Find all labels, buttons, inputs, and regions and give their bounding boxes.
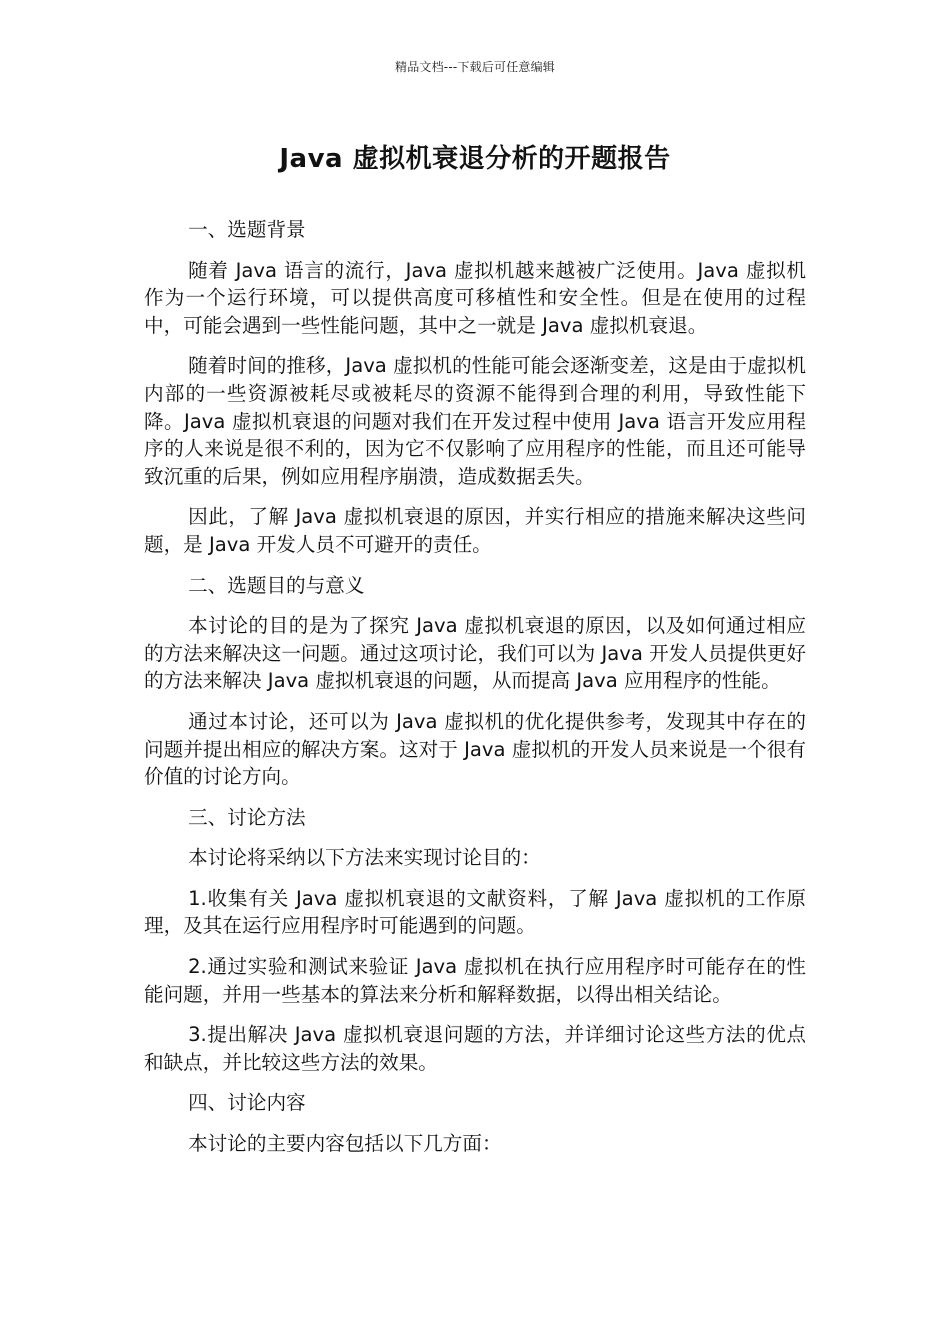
paragraph: 本讨论的目的是为了探究 Java 虚拟机衰退的原因，以及如何通过相应的方法来解决这一问题。通过这项讨论，我们可以为 Java 开发人员提供更好的方法来解决 Java 虚拟机衰退的问题，从而提高 Java 应用程序的性能。 <box>144 614 806 693</box>
paragraph: 本讨论的主要内容包括以下几方面： <box>188 1132 502 1156</box>
list-item: 1.收集有关 Java 虚拟机衰退的文献资料，了解 Java 虚拟机的工作原理，及其在运行应用程序时可能遇到的问题。 <box>144 886 806 938</box>
section-heading-purpose: 二、选题目的与意义 <box>188 573 365 597</box>
document-title: Java 虚拟机衰退分析的开题报告 <box>279 144 671 174</box>
paragraph: 随着时间的推移，Java 虚拟机的性能可能会逐渐变差，这是由于虚拟机内部的一些资源被耗尽或被耗尽的资源不能得到合理的利用，导致性能下降。Java 虚拟机衰退的问题对我们在开发过程中使用 Java 语言开发应用程序的人来说是很不利的，因为它不仅影响了应用程序的性能，而且还可能导致沉重的后果，例如应用程序崩溃，造成数据丢失。 <box>144 354 806 488</box>
paragraph: 因此，了解 Java 虚拟机衰退的原因，并实行相应的措施来解决这些问题，是 Java 开发人员不可避开的责任。 <box>144 505 806 556</box>
page-header: 精品文档---下载后可任意编辑 <box>395 60 555 74</box>
paragraph: 本讨论将采纳以下方法来实现讨论目的： <box>188 846 541 870</box>
paragraph: 随着 Java 语言的流行，Java 虚拟机越来越被广泛使用。Java 虚拟机作为一个运行环境，可以提供高度可移植性和安全性。但是在使用的过程中，可能会遇到一些性能问题，其中之一就是 Java 虚拟机衰退。 <box>144 258 806 337</box>
document-body <box>144 216 806 1171</box>
list-item: 2.通过实验和测试来验证 Java 虚拟机在执行应用程序时可能存在的性能问题，并用一些基本的算法来分析和解释数据，以得出相关结论。 <box>144 955 806 1006</box>
section-heading-background: 一、选题背景 <box>188 218 306 241</box>
section-heading-content: 四、讨论内容 <box>188 1091 306 1115</box>
paragraph: 通过本讨论，还可以为 Java 虚拟机的优化提供参考，发现其中存在的问题并提出相应的解决方案。这对于 Java 虚拟机的开发人员来说是一个很有价值的讨论方向。 <box>144 709 806 789</box>
section-heading-methods: 三、讨论方法 <box>188 805 306 829</box>
list-item: 3.提出解决 Java 虚拟机衰退问题的方法，并详细讨论这些方法的优点和缺点，并比较这些方法的效果。 <box>144 1023 806 1074</box>
